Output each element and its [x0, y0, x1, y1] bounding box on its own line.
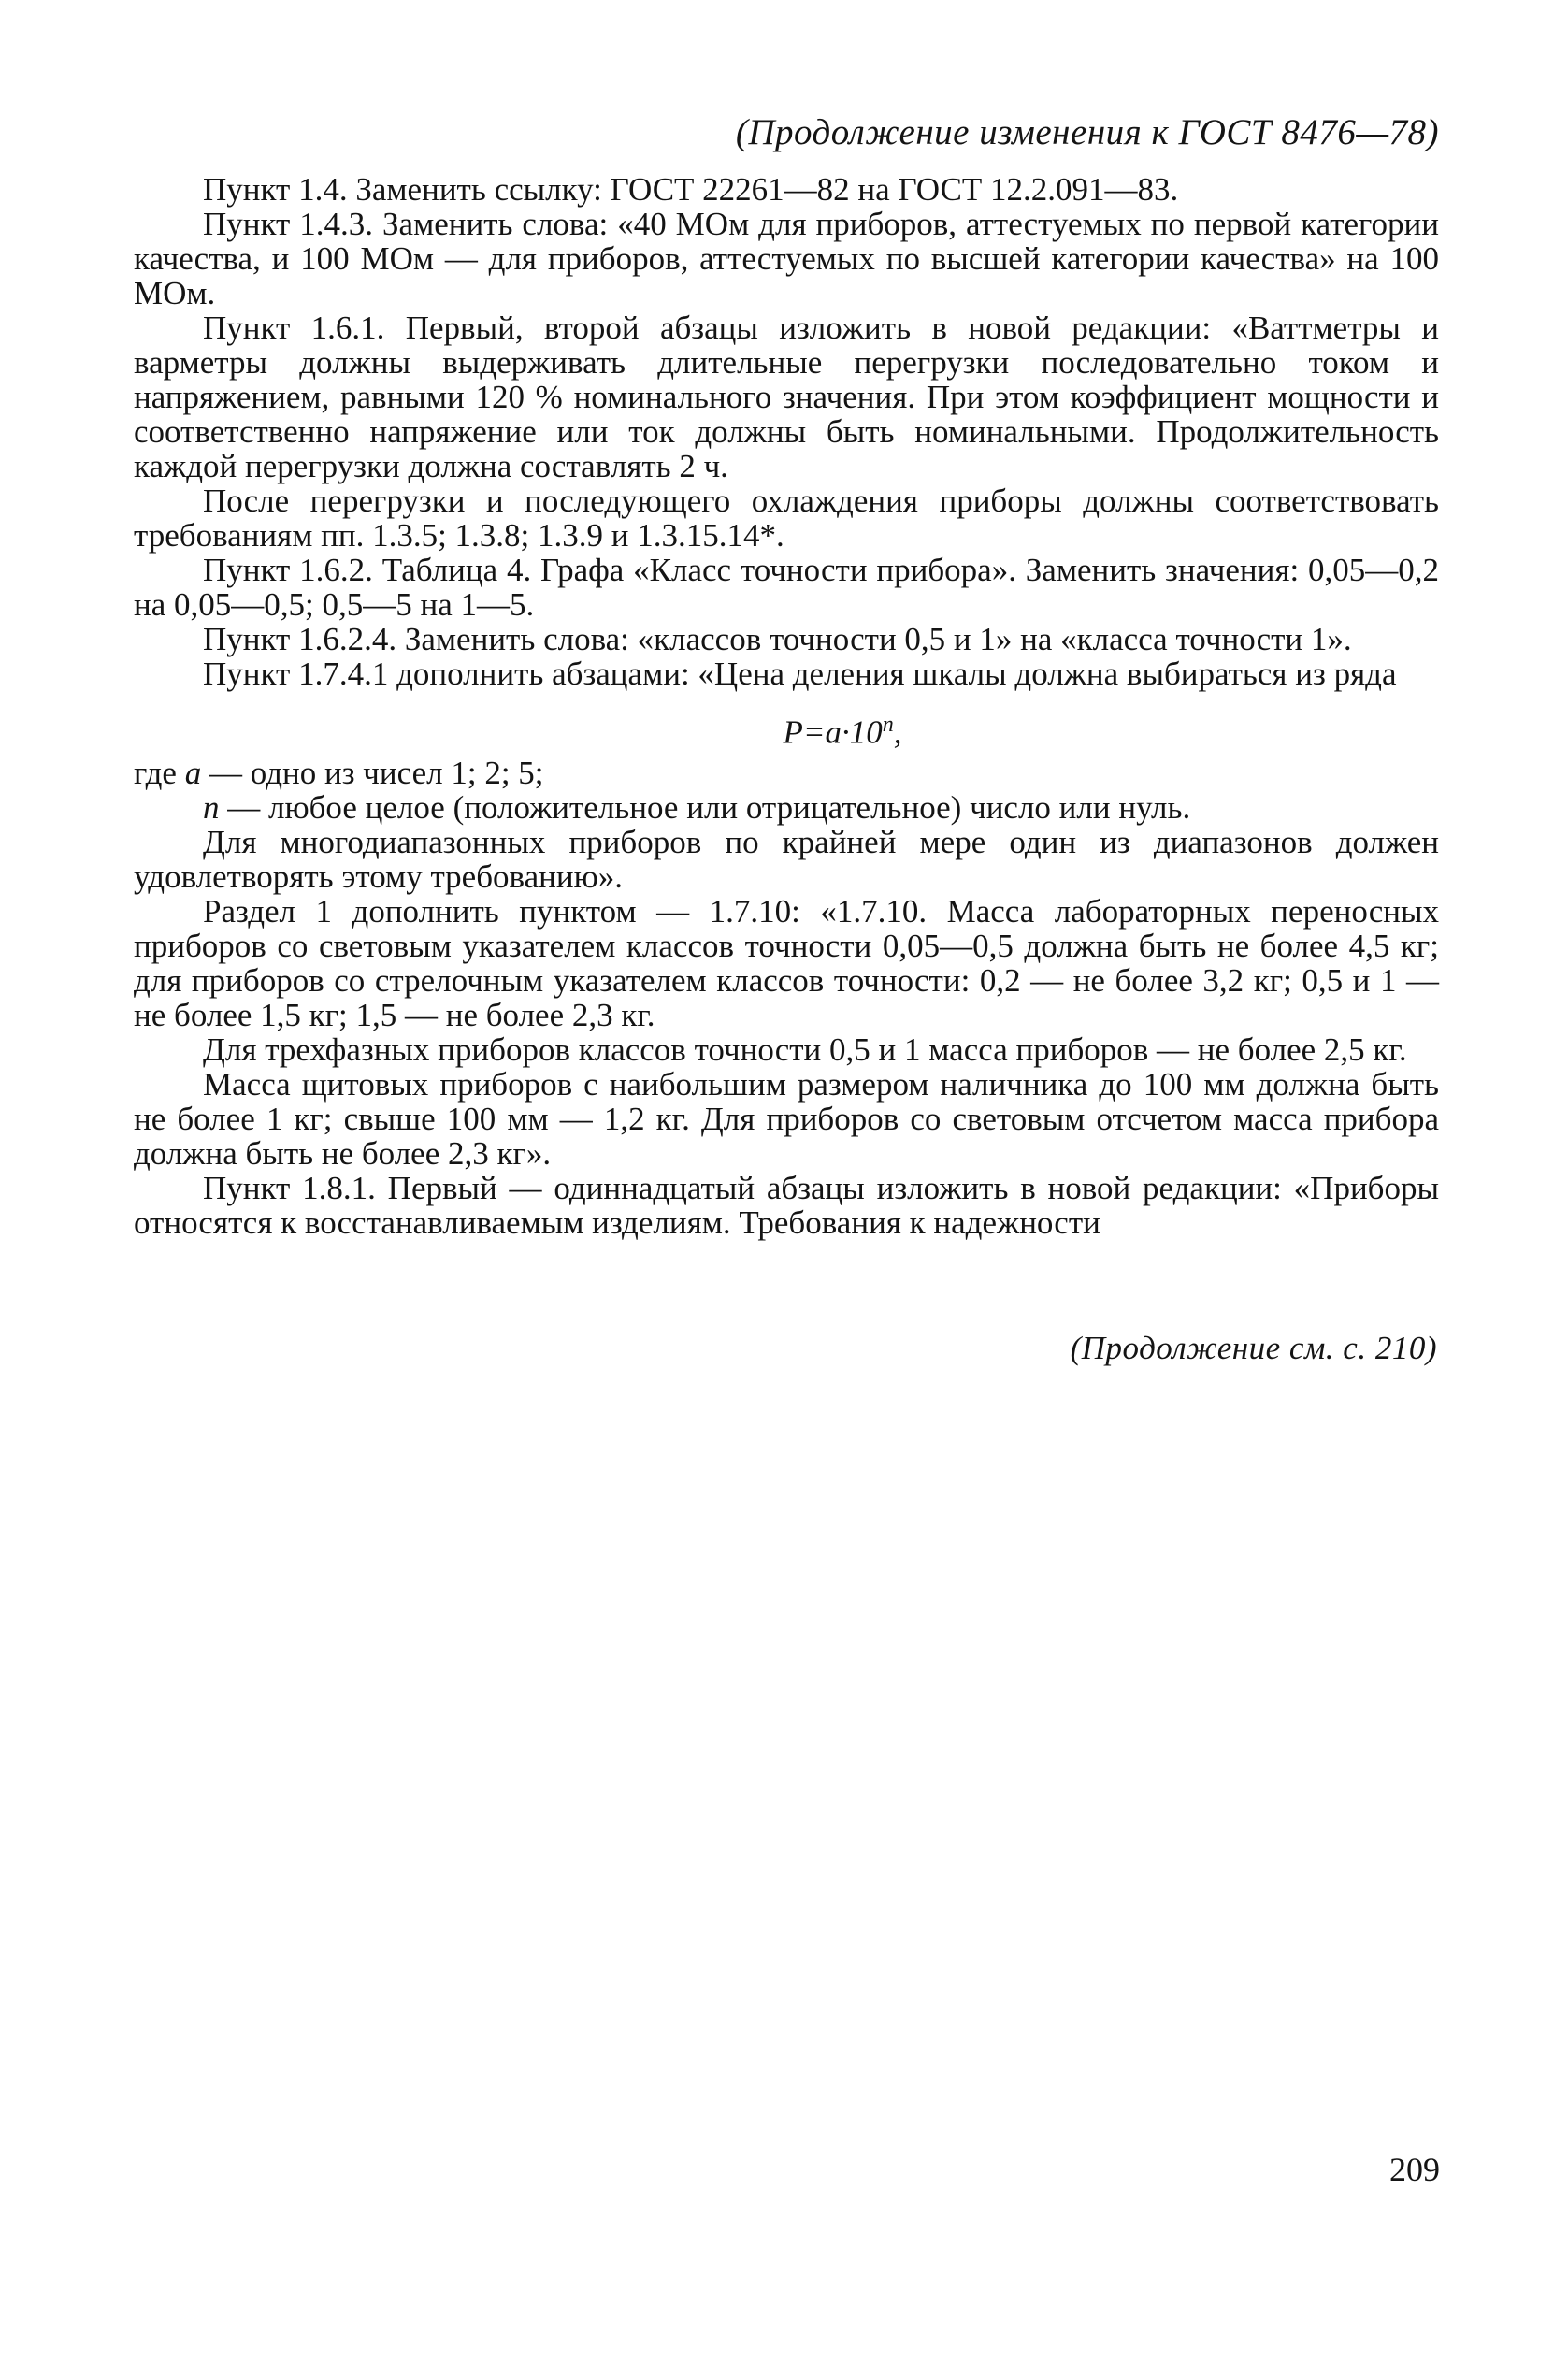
paragraph-1-4-3: Пункт 1.4.3. Заменить слова: «40 МОм для приборов, аттестуемых по первой категории качества, и 100 МОм — для приборов, аттестуемых по высшей категории качества» на 100 МОм.	[134, 206, 1439, 311]
formula-main: P=a·10	[783, 714, 883, 751]
where-n-text: — любое целое (положительное или отрицательное) число или нуль.	[219, 788, 1191, 826]
where-a-text: — одно из чисел 1; 2; 5;	[201, 754, 544, 791]
page-number: 209	[1389, 2151, 1440, 2188]
paragraph-panel-instruments: Масса щитовых приборов с наибольшим размером наличника до 100 мм должна быть не более 1 кг; свыше 100 мм — 1,2 кг. Для приборов со световым отсчетом масса прибора должна быть не более 2,3 кг».	[134, 1065, 1439, 1172]
continuation-footer: (Продолжение см. с. 210)	[1070, 1330, 1437, 1366]
where-prefix: где	[134, 754, 185, 791]
continuation-header: (Продолжение изменения к ГОСТ 8476—78)	[735, 112, 1439, 152]
formula-exponent: n	[882, 713, 894, 737]
paragraph-1-6-2-4: Пункт 1.6.2.4. Заменить слова: «классов точности 0,5 и 1» на «класса точности 1».	[203, 621, 1352, 657]
formula-where-n	[134, 790, 1439, 825]
paragraph-1-4: Пункт 1.4. Заменить ссылку: ГОСТ 22261—82 на ГОСТ 12.2.091—83.	[203, 171, 1179, 208]
paragraph-1-8-1: Пункт 1.8.1. Первый — одиннадцатый абзацы изложить в новой редакции: «Приборы относятся к восстанавливаемым изделиям. Требования к надежности	[134, 1169, 1439, 1241]
paragraph-after-overload: После перегрузки и последующего охлаждения приборы должны соответствовать требованиям пп. 1.3.5; 1.3.8; 1.3.9 и 1.3.15.14*.	[134, 483, 1439, 554]
paragraph-multirange: Для многодиапазонных приборов по крайней мере один из диапазонов должен удовлетворять этому требованию».	[134, 823, 1439, 895]
paragraph-1-7-4-1: Пункт 1.7.4.1 дополнить абзацами: «Цена деления шкалы должна выбираться из ряда	[203, 656, 1397, 692]
paragraph-1-6-1: Пункт 1.6.1. Первый, второй абзацы изложить в новой редакции: «Ваттметры и варметры должны выдерживать длительные перегрузки последовательно током и напряжением, равными 120 % номинального значения. При этом коэффициент мощности и соответственно напряжение или ток должны быть номинальными. Продолжительность каждой перегрузки должна составлять 2 ч.	[134, 310, 1439, 484]
formula-tail: ,	[893, 714, 902, 751]
document-body	[134, 172, 1439, 1240]
paragraph-1-6-2: Пункт 1.6.2. Таблица 4. Графа «Класс точности прибора». Заменить значения: 0,05—0,2 на 0,05—0,5; 0,5—5 на 1—5.	[134, 552, 1439, 623]
variable-n: n	[203, 788, 220, 826]
formula-where-a	[134, 756, 1439, 790]
scale-division-formula	[134, 708, 1439, 750]
paragraph-1-7-10: Раздел 1 дополнить пунктом — 1.7.10: «1.7.10. Масса лабораторных переносных приборов со световым указателем классов точности 0,05—0,5 должна быть не более 4,5 кг; для приборов со стрелочным указателем классов точности: 0,2 — не более 3,2 кг; 0,5 и 1 — не более 1,5 кг; 1,5 — не более 2,3 кг.	[134, 892, 1439, 1033]
paragraph-three-phase: Для трехфазных приборов классов точности 0,5 и 1 масса приборов — не более 2,5 кг.	[203, 1031, 1407, 1068]
variable-a: a	[184, 754, 202, 791]
